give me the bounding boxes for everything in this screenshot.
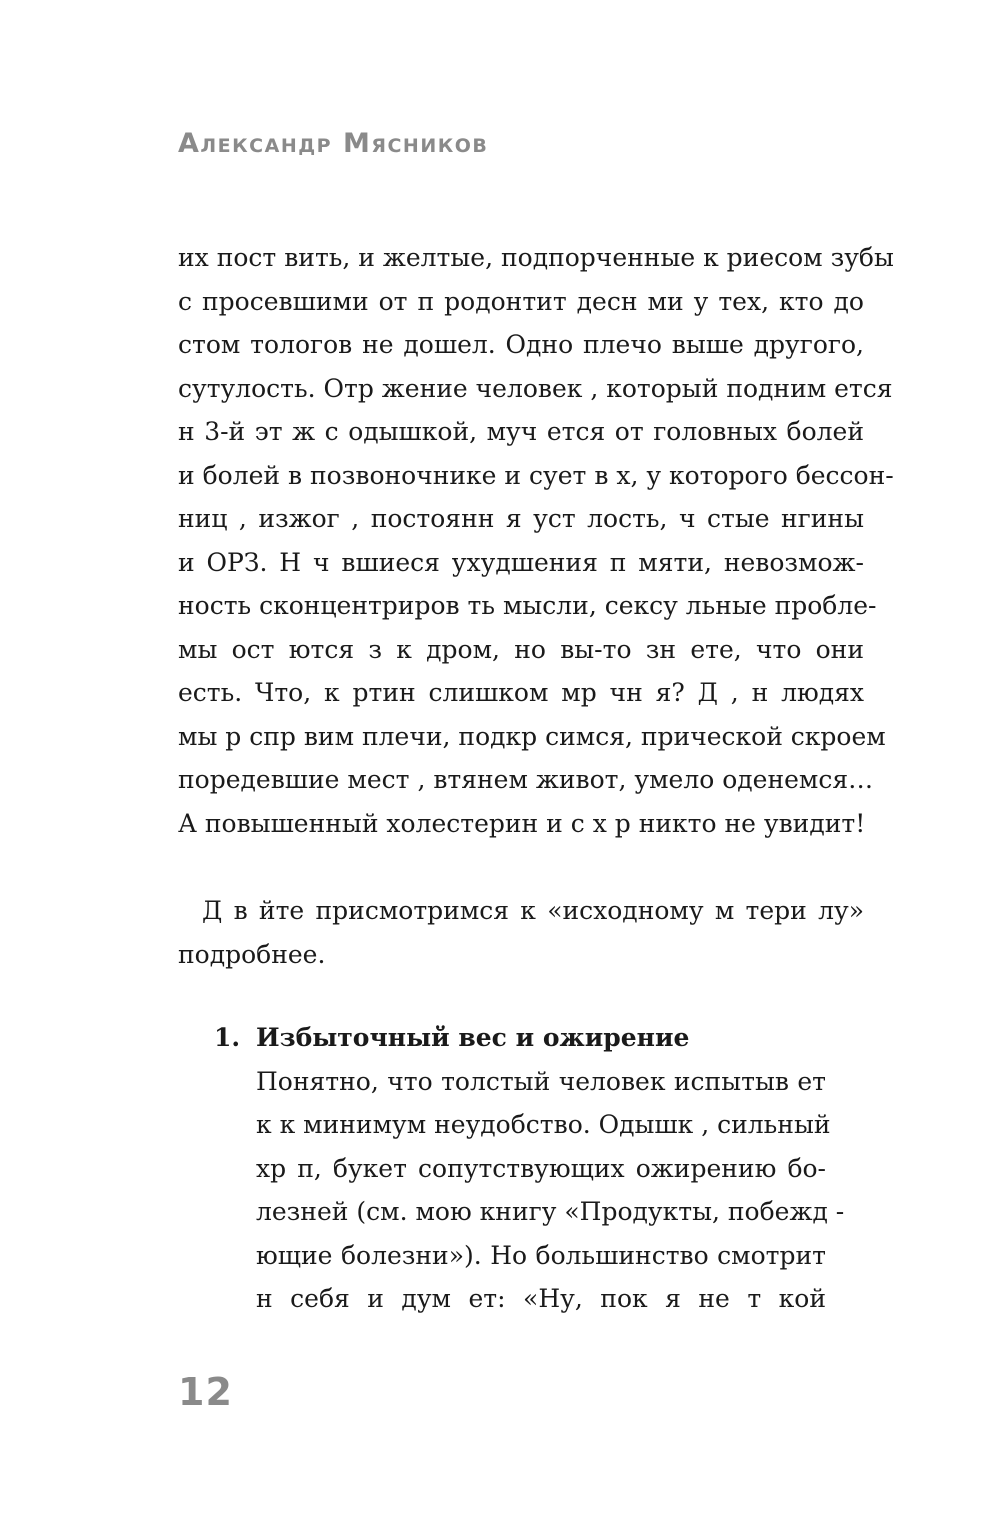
text-line: лезней (см. мою книгу «Продукты, побежд - (256, 1197, 845, 1226)
text-line: стом тологов не дошел. Одно плечо выше другого, (178, 330, 864, 359)
text-line: мы р спр вим плечи, подкр симся, прической скроем (178, 721, 886, 751)
text-line: мы ост ются з к дром, но вы-то зн ете, что они (178, 634, 864, 664)
body-paragraph-2 (178, 889, 864, 976)
text-line: к к минимум неудобство. Одышк , сильный (256, 1110, 831, 1139)
text-line: их пост вить, и желтые, подпорченные к риесом зубы (178, 243, 894, 272)
page-number: 12 (178, 1370, 233, 1414)
text-line: поредевшие мест , втянем живот, умело оденемся… (178, 765, 874, 794)
numbered-list (214, 1016, 845, 1321)
text-line: Д в йте присмотримся к «исходному м тери лу» (202, 896, 864, 925)
list-item-title: Избыточный вес и ожирение (256, 1023, 690, 1052)
text-line: и ОРЗ. Н ч вшиеся ухудшения п мяти, невозмож- (178, 547, 864, 577)
list-item-body (214, 1060, 845, 1321)
list-item-heading (214, 1016, 826, 1060)
text-line: с просевшими от п родонтит десн ми у тех, кто до (178, 286, 864, 316)
body-paragraph-1 (178, 236, 894, 845)
text-line: Понятно, что толстый человек испытыв ет (256, 1066, 826, 1096)
text-line: н себя и дум ет: «Ну, пок я не т кой (256, 1284, 826, 1313)
text-line: подробнее. (178, 939, 326, 969)
text-line: есть. Что, к ртин слишком мр чн я? Д , н людях (178, 678, 864, 707)
text-line: н 3-й эт ж с одышкой, муч ется от головных болей (178, 417, 864, 446)
text-line: ниц , изжог , постоянн я уст лость, ч стые нгины (178, 504, 864, 533)
text-line: ющие болезни»). Но большинство смотрит (256, 1240, 826, 1270)
text-line: хр п, букет сопутствующих ожирению бо- (256, 1153, 826, 1183)
running-head-author: Александр Мясников (178, 128, 489, 159)
list-item-number: 1. (214, 1023, 241, 1052)
text-line: ность сконцентриров ть мысли, сексу льные пробле- (178, 591, 877, 620)
text-line: и болей в позвоночнике и сует в х, у которого бессон- (178, 460, 894, 490)
text-line: сутулость. Отр жение человек , который подним ется (178, 373, 893, 403)
text-line: А повышенный холестерин и с х р никто не увидит! (178, 808, 866, 838)
